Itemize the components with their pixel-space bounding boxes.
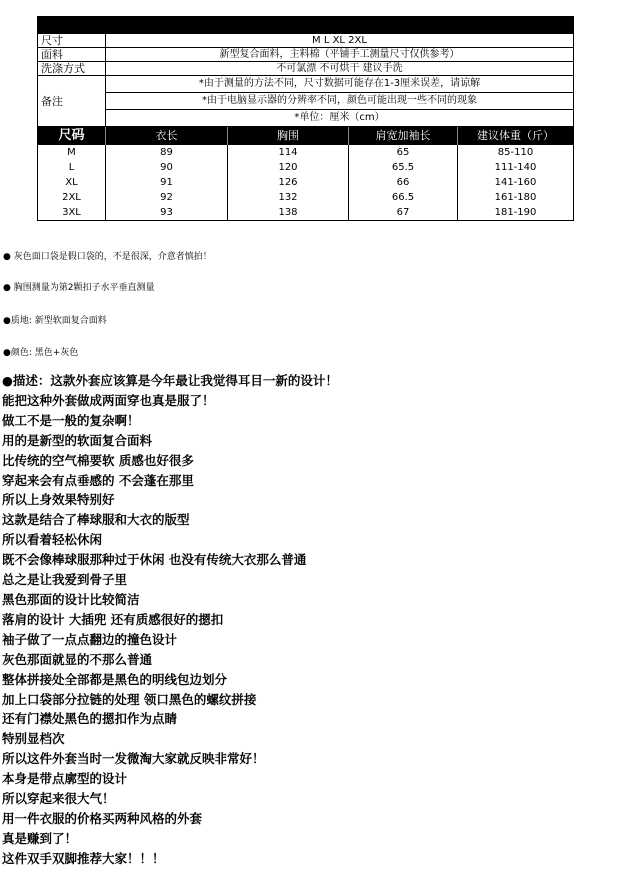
- cell-weight: 161-180: [494, 192, 537, 203]
- cell-size: XL: [38, 175, 106, 190]
- header-weight: 建议体重（斤）: [477, 129, 554, 142]
- header-size: 尺码: [38, 127, 106, 145]
- size-label: 尺寸: [38, 34, 106, 47]
- cell-length: 92: [106, 190, 228, 205]
- bullet-material: ●质地: 新型软面复合面料: [3, 316, 107, 326]
- description-line: 落肩的设计 大插兜 还有质感很好的摁扣: [2, 611, 224, 627]
- table-row: [38, 205, 573, 220]
- cell-shoulder-sleeve: 65: [349, 145, 458, 160]
- fabric-label: 面料: [38, 48, 106, 61]
- cell-size: 2XL: [38, 190, 106, 205]
- description-line: 还有门襟处黑色的摁扣作为点睛: [2, 711, 178, 727]
- description-line: 本身是带点廓型的设计: [2, 771, 128, 787]
- table-row: [38, 145, 573, 160]
- cell-weight: 141-160: [494, 177, 537, 188]
- description-line: 所以上身效果特别好: [2, 492, 115, 508]
- size-value: M L XL 2XL: [312, 35, 367, 46]
- description-line: 用的是新型的软面复合面料: [2, 432, 153, 448]
- cell-chest: 126: [228, 175, 349, 190]
- description-line: 灰色那面就显的不那么普通: [2, 651, 153, 667]
- description-line: 特别显档次: [2, 731, 65, 747]
- cell-length: 89: [106, 145, 228, 160]
- description-line: 加上口袋部分拉链的处理 领口黑色的螺纹拼接: [2, 691, 257, 707]
- description-line: 穿起来会有点垂感的 不会蓬在那里: [2, 472, 194, 488]
- cell-weight: 181-190: [494, 207, 537, 218]
- note-row: [38, 75, 573, 126]
- size-row: [38, 33, 573, 47]
- bullet-color: ●颜色: 黑色+灰色: [3, 348, 79, 358]
- cell-shoulder-sleeve: 66.5: [349, 190, 458, 205]
- cell-shoulder-sleeve: 65.5: [349, 160, 458, 175]
- description-line: 真是赚到了！: [2, 830, 78, 846]
- header-length: 衣长: [106, 127, 228, 145]
- table-row: [38, 160, 573, 175]
- description-line: 所以穿起来很大气！: [2, 791, 115, 807]
- table-top-bar: [38, 17, 573, 33]
- description-line: 用一件衣服的价格买两种风格的外套: [2, 810, 203, 826]
- description-line: 这款是结合了棒球服和大衣的版型: [2, 512, 190, 528]
- table-row: [38, 190, 573, 205]
- table-row: [38, 175, 573, 190]
- description-line: 既不会像棒球服那种过于休闲 也没有传统大衣那么普通: [2, 552, 307, 568]
- description-line: 所以看着轻松休闲: [2, 532, 103, 548]
- note-line: *由于电脑显示器的分辨率不同，颜色可能出现一些不同的现象: [106, 93, 573, 110]
- note-line: *单位：厘米（cm）: [294, 112, 385, 123]
- description-line: 袖子做了一点点翻边的撞色设计: [2, 631, 178, 647]
- cell-length: 93: [106, 205, 228, 220]
- cell-chest: 120: [228, 160, 349, 175]
- cell-size: 3XL: [38, 205, 106, 220]
- header-chest: 胸围: [228, 127, 349, 145]
- cell-shoulder-sleeve: 67: [349, 205, 458, 220]
- cell-weight: 111-140: [494, 162, 537, 173]
- size-chart-header: [38, 126, 573, 145]
- note-lines: [106, 76, 573, 126]
- cell-chest: 132: [228, 190, 349, 205]
- cell-size: M: [38, 145, 106, 160]
- description-line: 总之是让我爱到骨子里: [2, 572, 128, 588]
- cell-size: L: [38, 160, 106, 175]
- description-line: 整体拼接处全部都是黑色的明线包边划分: [2, 671, 228, 687]
- bullet-chest-measure: ● 胸围测量为第2颗扣子水平垂直测量: [3, 283, 155, 293]
- cell-length: 90: [106, 160, 228, 175]
- cell-length: 91: [106, 175, 228, 190]
- description-line: 这件双手双脚推荐大家！！！: [2, 850, 165, 866]
- header-shoulder-sleeve: 肩宽加袖长: [349, 127, 458, 145]
- note-line: *由于测量的方法不同，尺寸数据可能存在1-3厘米误差，请谅解: [106, 76, 573, 93]
- wash-label: 洗涤方式: [38, 62, 106, 75]
- product-description: [2, 371, 338, 869]
- fabric-row: [38, 47, 573, 61]
- wash-value: 不可氯漂 不可烘干 建议手洗: [276, 63, 403, 74]
- cell-chest: 138: [228, 205, 349, 220]
- description-line: 能把这种外套做成两面穿也真是服了！: [2, 392, 215, 408]
- description-line: 比传统的空气棉要软 质感也好很多: [2, 452, 194, 468]
- description-line: 黑色那面的设计比较简洁: [2, 591, 140, 607]
- cell-shoulder-sleeve: 66: [349, 175, 458, 190]
- description-line: ●描述：这款外套应该算是今年最让我觉得耳目一新的设计！: [2, 373, 338, 388]
- note-label: 备注: [38, 76, 106, 126]
- size-table: [37, 16, 574, 221]
- bullet-pocket-note: ● 灰色面口袋是假口袋的，不是很深，介意者慎拍！: [3, 252, 212, 262]
- cell-chest: 114: [228, 145, 349, 160]
- fabric-value: 新型复合面料，主料棉（平铺手工测量尺寸仅供参考）: [219, 49, 460, 60]
- cell-weight: 85-110: [497, 147, 534, 158]
- wash-row: [38, 61, 573, 75]
- description-line: 所以这件外套当时一发微淘大家就反映非常好！: [2, 751, 265, 767]
- description-line: 做工不是一般的复杂啊！: [2, 412, 140, 428]
